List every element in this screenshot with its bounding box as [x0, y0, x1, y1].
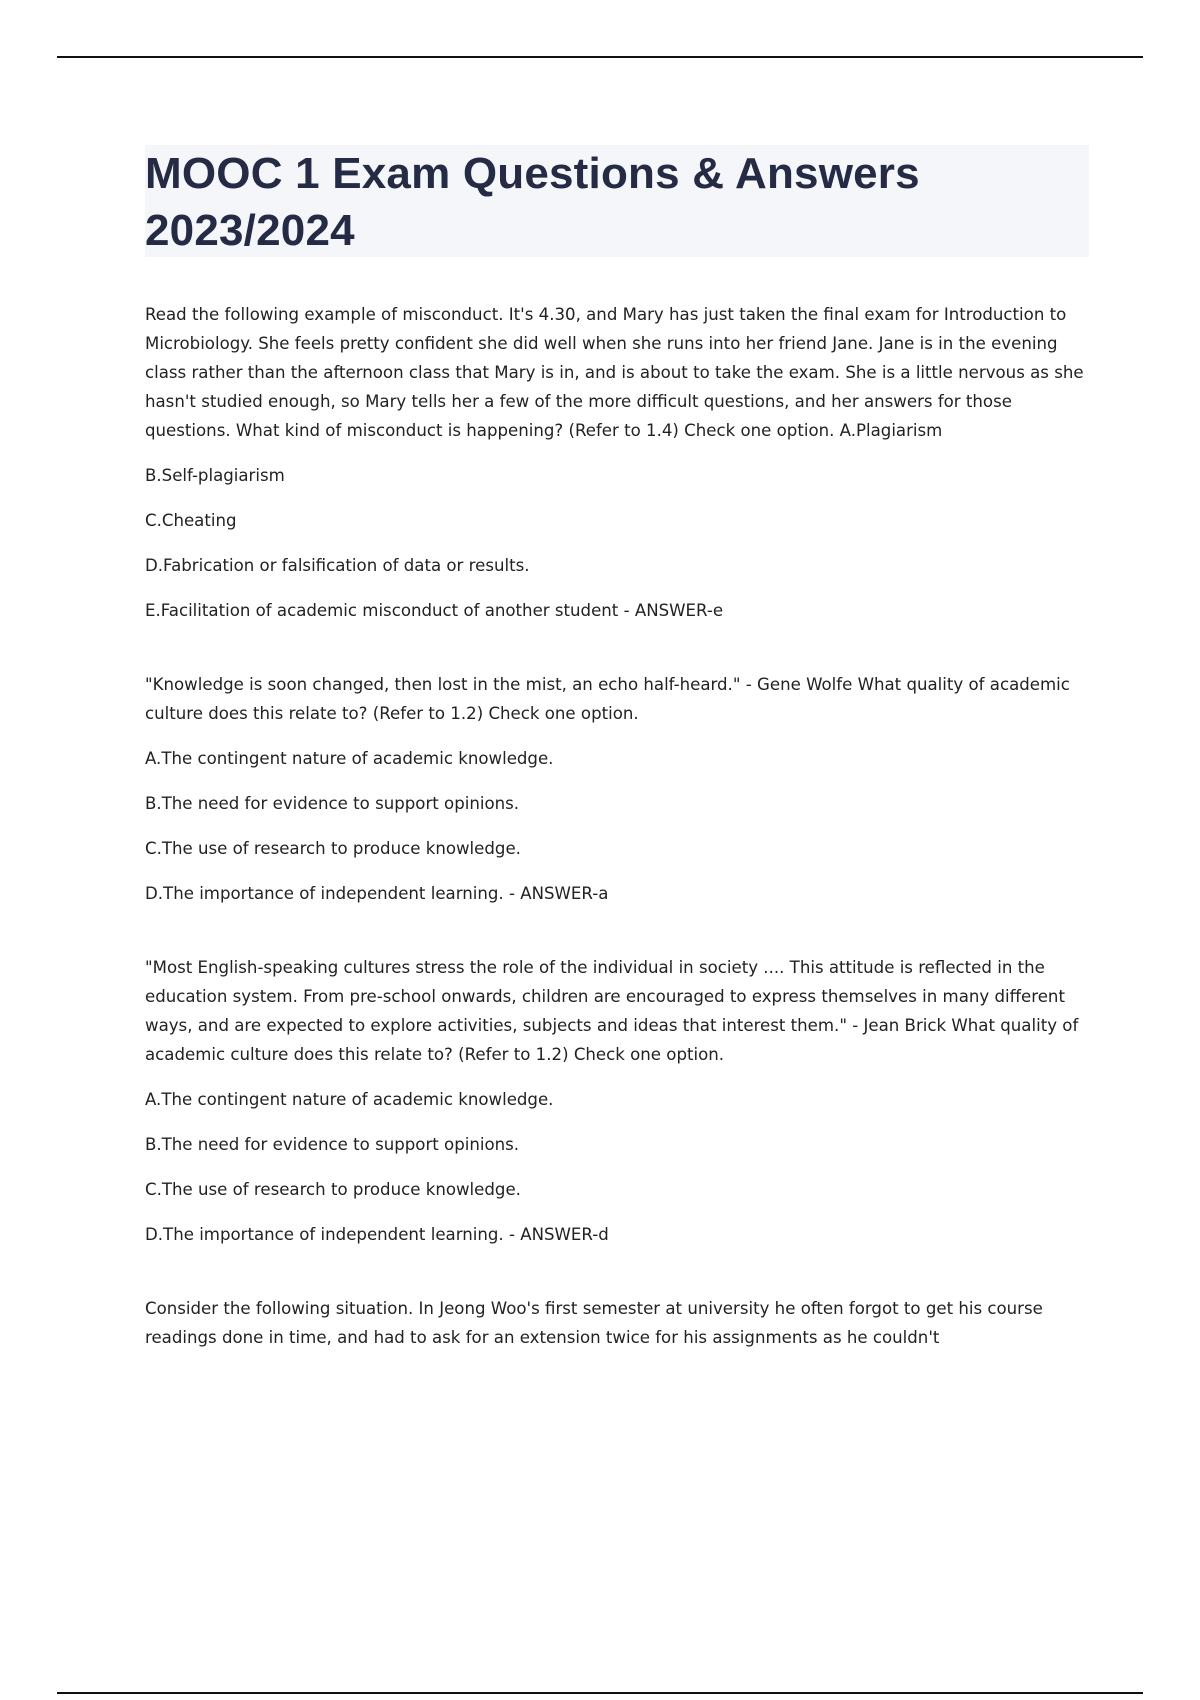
- answer-option: B.Self-plagiarism: [145, 466, 285, 485]
- answer-option: C.The use of research to produce knowledge.: [145, 839, 521, 858]
- answer-option: D.The importance of independent learning. - ANSWER-a: [145, 884, 609, 903]
- question-prompt: Consider the following situation. In Jeong Woo's first semester at university he often forgot to get his course readings done in time, and had to ask for an extension twice for his assignments as he couldn't: [145, 1299, 1043, 1347]
- bottom-rule: [57, 1692, 1143, 1694]
- answer-option: E.Facilitation of academic misconduct of another student - ANSWER-e: [145, 601, 724, 620]
- answer-option: C.The use of research to produce knowledge.: [145, 1180, 521, 1199]
- question-4: [145, 1294, 1089, 1352]
- answer-option: D.The importance of independent learning. - ANSWER-d: [145, 1225, 609, 1244]
- answer-option: D.Fabrication or falsification of data or results.: [145, 556, 530, 575]
- answer-option: C.Cheating: [145, 511, 237, 530]
- question-1: [145, 300, 1089, 625]
- answer-option: B.The need for evidence to support opinions.: [145, 794, 520, 813]
- top-rule: [57, 56, 1143, 58]
- answer-option: A.The contingent nature of academic knowledge.: [145, 1090, 554, 1109]
- answer-option: B.The need for evidence to support opinions.: [145, 1135, 520, 1154]
- question-prompt: Read the following example of misconduct. It's 4.30, and Mary has just taken the final exam for Introduction to Microbiology. She feels pretty confident she did well when she runs into her friend Jane. Jane is in the evening class rather than the afternoon class that Mary is in, and is about to take the exam. She is a little nervous as she hasn't studied enough, so Mary tells her a few of the more difficult questions, and her answers for those questions. What kind of misconduct is happening? (Refer to 1.4) Check one option. A.Plagiarism: [145, 305, 1084, 440]
- document-title: MOOC 1 Exam Questions & Answers 2023/2024: [145, 149, 920, 255]
- question-prompt: "Most English-speaking cultures stress the role of the individual in society .... This attitude is reflected in the education system. From pre-school onwards, children are encouraged to express themselves in many different ways, and are expected to explore activities, subjects and ideas that interest them." - Jean Brick What quality of academic culture does this relate to? (Refer to 1.2) Check one option.: [145, 958, 1079, 1064]
- title-block: [145, 145, 1089, 257]
- question-prompt: "Knowledge is soon changed, then lost in the mist, an echo half-heard." - Gene Wolfe What quality of academic culture does this relate to? (Refer to 1.2) Check one option.: [145, 675, 1070, 723]
- question-2: [145, 670, 1089, 908]
- answer-option: A.The contingent nature of academic knowledge.: [145, 749, 554, 768]
- document-body: [145, 300, 1089, 1352]
- question-3: [145, 953, 1089, 1249]
